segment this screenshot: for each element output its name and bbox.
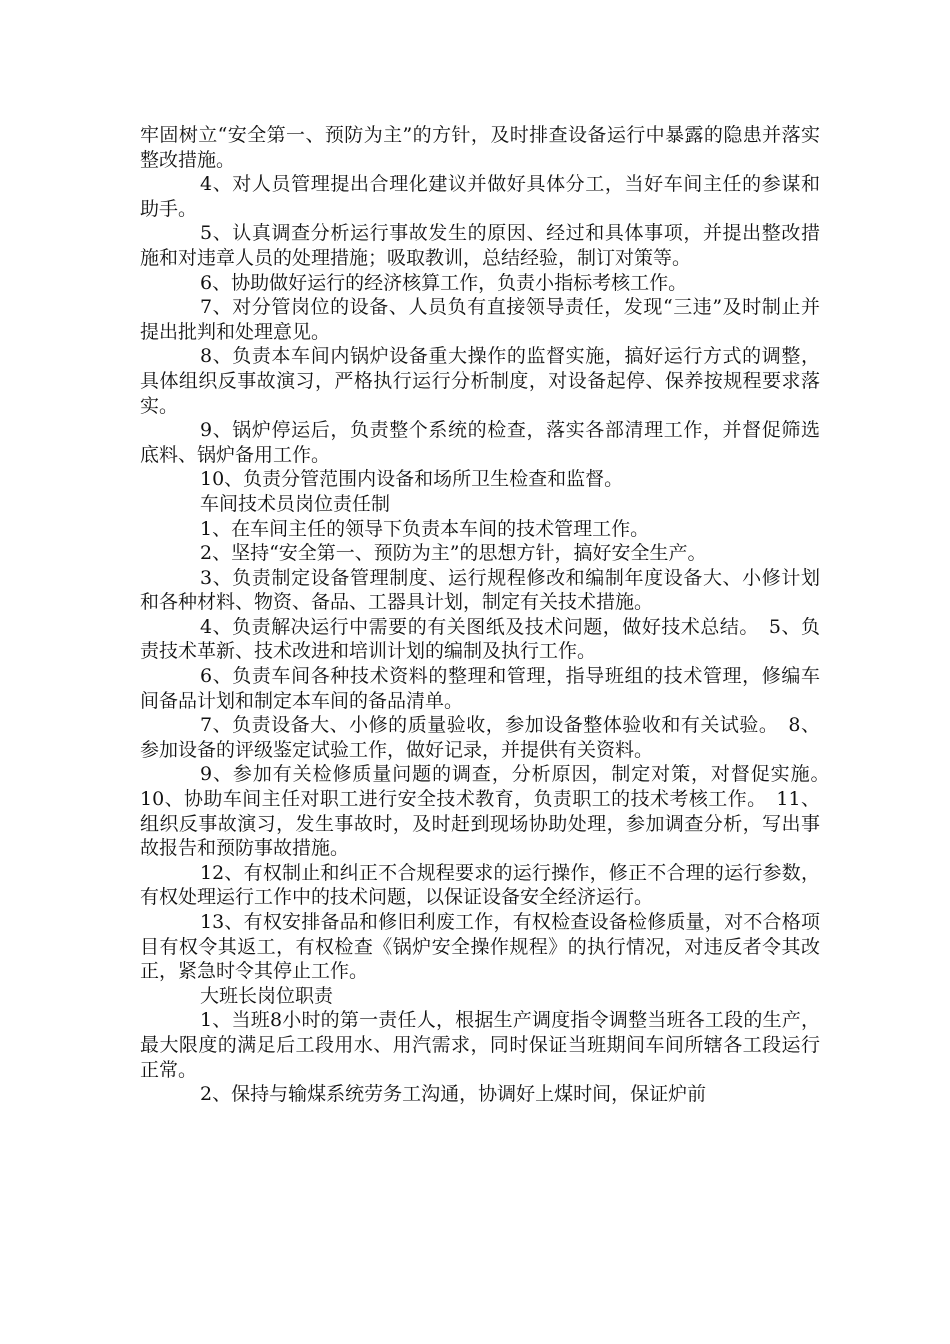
paragraph-item: 3、负责制定设备管理制度、运行规程修改和编制年度设备大、小修计划和各种材料、物资、备品、工器具计划，制定有关技术措施。	[140, 566, 820, 614]
paragraph-item: 4、负责解决运行中需要的有关图纸及技术问题，做好技术总结。 5、负责技术革新、技术改进和培训计划的编制及执行工作。	[140, 615, 820, 663]
paragraph-item: 2、保持与输煤系统劳务工沟通，协调好上煤时间，保证炉前	[200, 1083, 707, 1106]
paragraph-item: 4、对人员管理提出合理化建议并做好具体分工，当好车间主任的参谋和助手。	[140, 173, 820, 220]
paragraph-item: 7、对分管岗位的设备、人员负有直接领导责任，发现“三违”及时制止并提出批判和处理意见。	[140, 296, 820, 343]
paragraph-item: 6、负责车间各种技术资料的整理和管理，指导班组的技术管理，修编车间备品计划和制定本车间的备品清单。	[140, 665, 820, 712]
paragraph-item: 2、坚持“安全第一、预防为主”的思想方针，搞好安全生产。	[200, 542, 707, 565]
paragraph-item: 7、负责设备大、小修的质量验收，参加设备整体验收和有关试验。 8、参加设备的评级鉴定试验工作，做好记录，并提供有关资料。	[140, 714, 820, 761]
paragraph-item: 1、当班8小时的第一责任人，根据生产调度指令调整当班各工段的生产，最大限度的满足后工段用水、用汽需求，同时保证当班期间车间所辖各工段运行正常。	[140, 1009, 820, 1081]
paragraph-item: 9、锅炉停运后，负责整个系统的检查，落实各部清理工作，并督促筛选底料、锅炉备用工作。	[140, 419, 820, 466]
paragraph-item: 10、负责分管范围内设备和场所卫生检查和监督。	[200, 468, 624, 491]
paragraph-item: 8、负责本车间内锅炉设备重大操作的监督实施，搞好运行方式的调整，具体组织反事故演习，严格执行运行分析制度，对设备起停、保养按规程要求落实。	[140, 345, 820, 417]
section-heading: 大班长岗位职责	[200, 984, 334, 1007]
section-heading: 车间技术员岗位责任制	[200, 492, 391, 515]
paragraph-item: 12、有权制止和纠正不合规程要求的运行操作，修正不合理的运行参数，有权处理运行工作中的技术问题，以保证设备安全经济运行。	[140, 861, 820, 909]
paragraph-item: 5、认真调查分析运行事故发生的原因、经过和具体事项，并提出整改措施和对违章人员的处理措施；吸取教训，总结经验，制订对策等。	[140, 222, 820, 269]
document-body	[140, 123, 840, 1107]
paragraph-item: 13、有权安排备品和修旧利废工作，有权检查设备检修质量，对不合格项目有权令其返工，有权检查《锅炉安全操作规程》的执行情况，对违反者令其改正，紧急时令其停止工作。	[140, 911, 820, 983]
paragraph-item: 1、在车间主任的领导下负责本车间的技术管理工作。	[200, 517, 650, 540]
paragraph-item: 9、参加有关检修质量问题的调查，分析原因，制定对策，对督促实施。 10、协助车间主任对职工进行安全技术教育，负责职工的技术考核工作。 11、组织反事故演习，发生事故时，及时赶到现场协助处理，参加调查分析，写出事故报告和预防事故措施。	[140, 763, 840, 860]
paragraph-item: 6、协助做好运行的经济核算工作，负责小指标考核工作。	[200, 271, 688, 294]
paragraph-continuation: 牢固树立“安全第一、预防为主”的方针，及时排查设备运行中暴露的隐患并落实整改措施。	[140, 124, 820, 171]
